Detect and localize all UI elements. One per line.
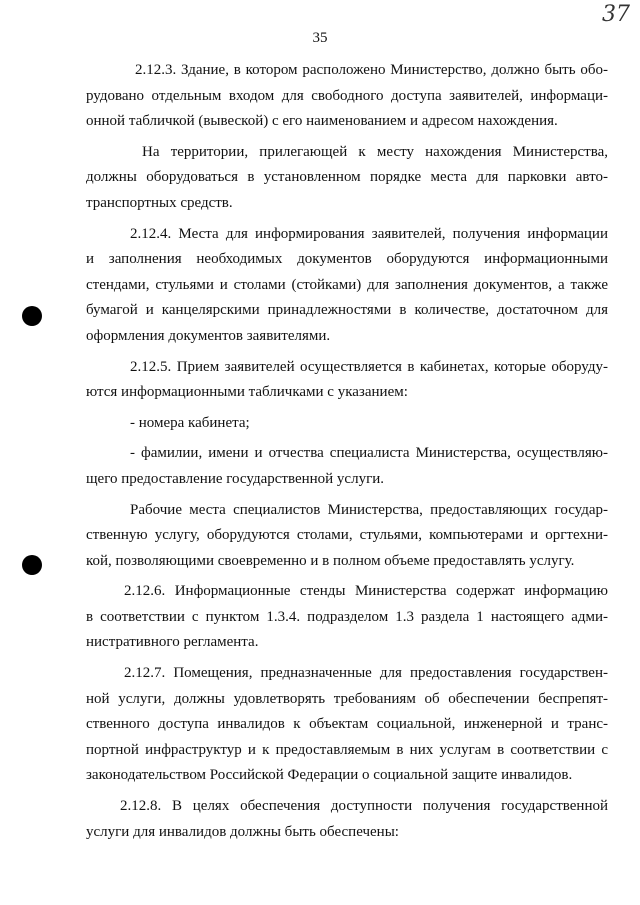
paragraph-line: 2.12.4. Места для информирования заявителей, получения информации bbox=[130, 225, 608, 242]
paragraph-line: щего предоставление государственной услуги. bbox=[86, 470, 385, 487]
paragraph-line: портной инфраструктур и к предоставляемым в них услугам в соответствии с bbox=[86, 741, 608, 758]
paragraph-line: ной услуги, должны удовлетворять требованиям об обеспечении беспрепят- bbox=[86, 690, 608, 707]
paragraph-line: стендами, стульями и столами (стойками) для заполнения документов, а также bbox=[86, 276, 608, 293]
document-body bbox=[86, 58, 608, 845]
paragraph-line: транспортных средств. bbox=[86, 194, 233, 211]
paragraph-line: рудовано отдельным входом для свободного доступа заявителей, информаци- bbox=[86, 87, 608, 104]
paragraph-line: ственную услугу, оборудуются столами, стульями, компьютерами и оргтехни- bbox=[86, 527, 608, 544]
paragraph-line: и заполнения необходимых документов оборудуются информационными bbox=[86, 251, 608, 268]
page-number: 35 bbox=[312, 30, 328, 46]
paragraph-line: должны оборудоваться в установленном порядке места для парковки авто- bbox=[86, 169, 608, 186]
paragraph-line: кой, позволяющими своевременно и в полном объеме предоставлять услугу. bbox=[86, 552, 575, 569]
paragraph-line: 2.12.5. Прием заявителей осуществляется в кабинетах, которые оборуду- bbox=[130, 358, 608, 375]
handwritten-page-number: 37 bbox=[602, 2, 630, 27]
punch-hole-mark-bottom bbox=[22, 555, 42, 575]
paragraph-line: оформления документов заявителями. bbox=[86, 327, 331, 344]
list-item: - номера кабинета; bbox=[130, 414, 250, 431]
paragraph-line: законодательством Российской Федерации о социальной защите инвалидов. bbox=[86, 767, 573, 784]
paragraph-line: услуги для инвалидов должны быть обеспечены: bbox=[86, 823, 399, 840]
paragraph-line: 2.12.8. В целях обеспечения доступности получения государственной bbox=[120, 798, 608, 815]
list-item: - фамилии, имени и отчества специалиста Министерства, осуществляю- bbox=[130, 445, 608, 462]
paragraph-line: нистративного регламента. bbox=[86, 634, 259, 651]
paragraph-line: 2.12.7. Помещения, предназначенные для предоставления государствен- bbox=[124, 665, 608, 682]
paragraph-line: в соответствии с пунктом 1.3.4. подразделом 1.3 раздела 1 настоящего адми- bbox=[86, 608, 608, 625]
paragraph-line: ются информационными табличками с указанием: bbox=[86, 384, 408, 401]
paragraph-line: ственного доступа инвалидов к объектам социальной, инженерной и транс- bbox=[86, 716, 608, 733]
paragraph-line: Рабочие места специалистов Министерства, предоставляющих государ- bbox=[130, 501, 608, 518]
paragraph-line: На территории, прилегающей к месту нахождения Министерства, bbox=[142, 143, 608, 160]
paragraph-line: 2.12.6. Информационные стенды Министерства содержат информацию bbox=[124, 583, 608, 600]
paragraph-line: бумагой и канцелярскими принадлежностями в количестве, достаточном для bbox=[86, 302, 608, 319]
paragraph-line: 2.12.3. Здание, в котором расположено Министерство, должно быть обо- bbox=[135, 62, 608, 78]
paragraph-line: онной табличкой (вывеской) с его наименованием и адресом нахождения. bbox=[86, 113, 558, 130]
punch-hole-mark-top bbox=[22, 306, 42, 326]
